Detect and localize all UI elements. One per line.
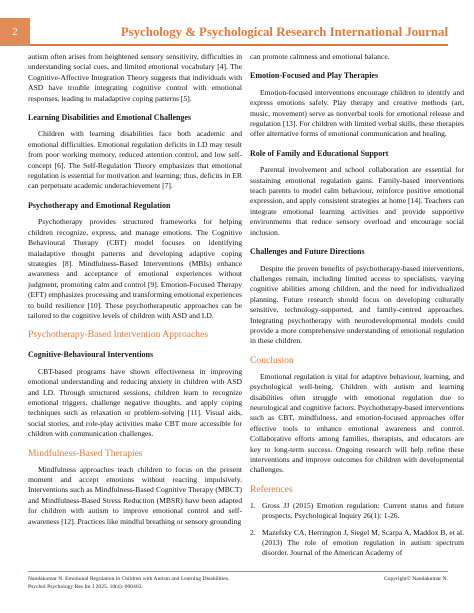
page-header [0, 18, 474, 46]
learning-disabilities-paragraph: Children with learning disabilities face both academic and emotional difficulties. Emotional regulation deficits in LD may result from poor working memory, reduced attention control, and low self-concept [6]. The Self-Regulation Theory emphasizes that emotional regulation is essential for motivation and learning; thus, deficits in ER can perpetuate academic underachievement [7]. [28, 129, 242, 191]
section-heading-conclusion: Conclusion [250, 354, 294, 366]
section-heading-intervention-approaches: Psychotherapy-Based Intervention Approaches [28, 329, 209, 341]
section-heading-psychotherapy-er: Psychotherapy and Emotional Regulation [28, 200, 171, 210]
section-heading-learning-disabilities: Learning Disabilities and Emotional Challenges [28, 113, 192, 123]
header-rule [30, 44, 448, 46]
reference-number: 1. [250, 500, 256, 510]
family-support-paragraph: Parental involvement and school collaboration are essential for sustaining emotional regulation gains. Family-based interventions teach parents to model calm behaviour, reinforce positive emotional expression, and apply consistent strategies at home [14]. Teachers can integrate emotional learning activities and provide supportive environments that reduce sensory overload and encourage social inclusion. [250, 165, 464, 237]
section-heading-references: References [250, 483, 293, 495]
continuation-paragraph: can promote calmness and emotional balance. [250, 52, 390, 61]
left-column [28, 52, 242, 533]
footer-rule [28, 571, 448, 572]
conclusion-paragraph: Emotional regulation is vital for adaptive behaviour, learning, and psychological well-being. Children with autism and learning disabilities often struggle with emotional regulation due to neurological and cognitive factors. Psychotherapy-based interventions such as CBT, mindfulness, and emotion-focused approaches offer effective tools to enhance emotional awareness and control. Collaborative efforts among families, therapists, and educators are key to long-term success. Ongoing research will help refine these interventions and improve outcomes for children with developmental challenges. [250, 371, 464, 475]
reference-text: Mazefsky CA, Herrington J, Siegel M, Scarpa A, Maddox B, et al. (2013) The role of emotion regulation in autism spectrum disorder. Journal of the American Academy of [262, 527, 464, 558]
reference-item [250, 528, 464, 559]
footer-citation-line1: Nandakumar N. Emotional Regulation in Children with Autism and Learning Disabilities. [28, 576, 230, 582]
references-list [250, 501, 464, 559]
psychotherapy-er-paragraph: Psychotherapy provides structured frameworks for helping children recognize, express, and manage emotions. The Cognitive Behavioural Therapy (CBT) model focuses on identifying maladaptive thought patterns and developing adaptive coping strategies [8]. Mindfulness-Based Interventions (MBIs) enhance awareness and acceptance of emotional experiences without judgment, promoting calm and control [9]. Emotion-Focused Therapy (EFT) emphasizes processing and transforming emotional experiences to build resilience [10]. These psychotherapeutic approaches can be tailored to the cognitive levels of children with ASD and LD. [28, 217, 242, 320]
subheading-cbt: Cognitive-Behavioural Interventions [28, 350, 154, 360]
mindfulness-paragraph: Mindfulness approaches teach children to focus on the present moment and accept emotions without reacting impulsively. Interventions such as Mindfulness-Based Cognitive Therapy (MBCT) and Mindfulness-Based Stress Reduction (MBSR) have been adapted for children with autism to improve emotional control and self-awareness [12]. Practices like mindful breathing or sensory grounding [28, 464, 242, 526]
footer-copyright: Copyright© Nandakumar N. [383, 576, 448, 582]
footer-citation-line2: Psychol Psychology Res Int J 2025, 10(4): 000463. [28, 584, 143, 590]
section-heading-emotion-focused: Emotion-Focused and Play Therapies [250, 71, 379, 81]
emotion-focused-paragraph: Emotion-focused interventions encourage children to identify and express emotions safely. Play therapy and creative methods (art, music, movement) serve as nonverbal tools for emotional release and regulation [13]. For children with limited verbal skills, these therapies offer alternative forms of emotional communication and healing. [250, 87, 464, 139]
section-heading-family-support: Role of Family and Educational Support [250, 148, 389, 158]
reference-number: 2. [250, 527, 256, 537]
section-heading-challenges: Challenges and Future Directions [250, 247, 365, 257]
intro-paragraph: autism often arises from heightened sensory sensitivity, difficulties in understanding social cues, and limited emotional vocabulary [4]. The Cognitive-Affective Integration Theory suggests that individuals with ASD have trouble integrating cognitive control with emotional responses, leading to maladaptive coping patterns [5]. [28, 52, 242, 103]
challenges-paragraph: Despite the proven benefits of psychotherapy-based interventions, challenges remain, including limited access to specialists, varying cognitive abilities among children, and the need for individualized planning. Future research should focus on developing culturally sensitive, technology-supported, and family-centred approaches. Integrating psychotherapy with neurodevelopmental models could provide a more comprehensive understanding of emotional regulation in these children. [250, 263, 464, 346]
reference-item [250, 501, 464, 522]
journal-title: Psychology & Psychological Research International Journal [120, 25, 448, 39]
section-heading-mindfulness: Mindfulness-Based Therapies [28, 447, 143, 459]
cbt-paragraph: CBT-based programs have shown effectiveness in improving emotional understanding and reducing anxiety in children with ASD and LD. Through structured sessions, children learn to recognize emotional triggers, challenge negative thoughts, and apply coping techniques such as relaxation or problem-solving [11]. Visual aids, social stories, and role-play activities make CBT more accessible for children with communication challenges. [28, 366, 242, 439]
right-column [250, 52, 464, 565]
reference-text: Gross JJ (2015) Emotion regulation: Current status and future prospects. Psychological Inquiry 26(1): 1-26. [262, 500, 464, 521]
footer-citation [28, 575, 229, 591]
page-number-badge: 2 [0, 18, 30, 46]
